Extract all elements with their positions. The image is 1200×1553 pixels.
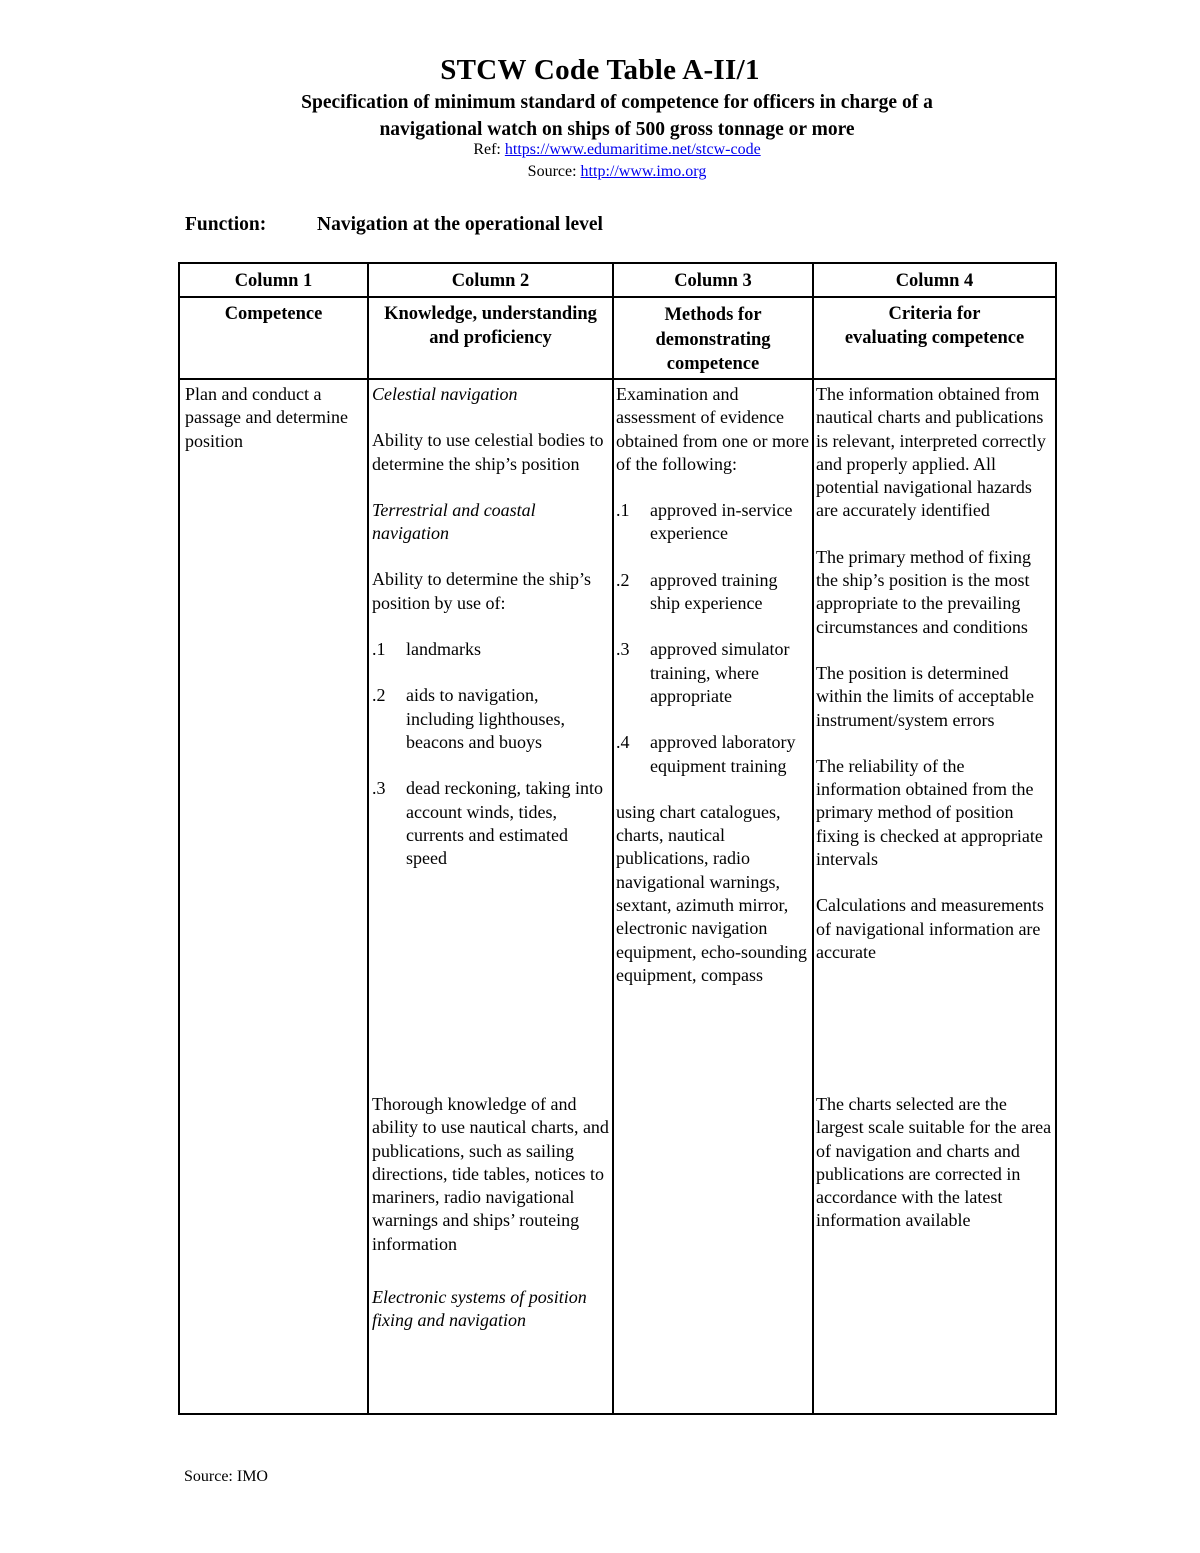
list-item [372,684,610,754]
methods-cell [616,383,810,987]
list-text: approved simulator training, where appropriate [650,639,790,706]
caption-line: competence [666,354,760,374]
list-number: .2 [616,569,630,590]
terrestrial-navigation-text: Ability to determine the ship’s position by use of: [372,569,591,613]
knowledge-cell [372,383,610,893]
charts-knowledge-text: Thorough knowledge of and ability to use nautical charts, and publications, such as sailing directions, tide tables, notices to mariners, radio navigational warnings and ships’ routeing information [372,1094,609,1254]
column-1-header: Column 1 [234,271,313,291]
column-4-caption [814,303,1055,350]
criteria-item: The primary method of fixing the ship’s position is the most appropriate to the prevailing circumstances and conditions [816,546,1031,637]
list-text: dead reckoning, taking into account winds, tides, currents and estimated speed [406,778,603,869]
list-number: .2 [372,685,386,706]
caption-line: Methods for [664,305,762,325]
column-2-caption [369,303,612,350]
criteria-cell [816,383,1053,964]
list-text: approved laboratory equipment training [650,732,796,776]
list-text: landmarks [406,639,481,660]
list-item [616,499,810,546]
column-divider [367,262,369,1415]
column-divider [812,262,814,1415]
list-number: .3 [616,639,630,660]
column-1-caption [180,303,367,327]
celestial-navigation-heading: Celestial navigation [372,384,518,404]
source-line [0,163,1200,181]
source-label: Source: [527,163,581,180]
competence-cell: Plan and conduct a passage and determine position [185,384,348,451]
caption-line: and proficiency [429,327,552,348]
row-divider [178,296,1057,298]
function-value: Navigation at the operational level [317,214,603,235]
caption-line: evaluating competence [844,327,1025,348]
list-number: .1 [616,500,630,521]
terrestrial-navigation-heading: Terrestrial and coastal navigation [372,499,536,544]
ref-label: Ref: [473,141,505,158]
column-3-caption [614,303,812,377]
criteria-item: The position is determined within the limits of acceptable instrument/system errors [816,662,1034,730]
subtitle-line-1: Specification of minimum standard of competence for officers in charge of a [301,92,933,113]
list-text: approved in-service experience [650,500,793,544]
column-2-header: Column 2 [451,271,530,291]
caption-line: Knowledge, understanding [384,304,597,324]
subtitle-line-2: navigational watch on ships of 500 gross tonnage or more [379,119,855,140]
caption-line: Criteria for [888,304,981,324]
footer-source: Source: IMO [184,1468,268,1485]
row-divider [178,378,1057,380]
function-label: Function: [185,214,267,235]
list-item [372,638,610,661]
list-item [616,638,810,708]
ref-link[interactable]: https://www.edumaritime.net/stcw-code [504,141,761,158]
caption-line: demonstrating [655,329,771,350]
methods-intro: Examination and assessment of evidence obtained from one or more of the following: [616,384,809,474]
list-item [372,777,610,870]
reference-line [0,141,1200,159]
celestial-navigation-text: Ability to use celestial bodies to determine the ship’s position [372,430,604,474]
caption-line: Competence [224,304,323,324]
list-text: aids to navigation, including lighthouses, beacons and buoys [406,685,565,752]
list-item [616,731,810,778]
criteria-item: The reliability of the information obtained from the primary method of position fixing is checked at appropriate intervals [816,755,1043,870]
charts-knowledge-cell [372,1093,610,1333]
electronic-systems-heading: Electronic systems of position fixing and navigation [372,1287,587,1331]
column-4-header: Column 4 [895,271,974,291]
list-text: approved training ship experience [650,569,778,614]
list-number: .3 [372,778,386,799]
column-divider [612,262,614,1415]
list-item [616,569,810,616]
criteria-item: The information obtained from nautical charts and publications is relevant, interpreted correctly and properly applied. All potential navigational hazards are accurately identified [816,384,1046,521]
list-number: .1 [372,639,386,660]
source-link[interactable]: http://www.imo.org [580,163,707,180]
criteria-item: Calculations and measurements of navigational information are accurate [816,895,1044,962]
column-3-header: Column 3 [674,271,752,291]
criteria-item: The charts selected are the largest scale suitable for the area of navigation and charts and publications are corrected in accordance with the latest information available [816,1094,1052,1231]
list-number: .4 [616,732,630,753]
document-title: STCW Code Table A-II/1 [440,54,760,86]
charts-criteria-cell [816,1093,1053,1233]
methods-equipment-text: using chart catalogues, charts, nautical publications, radio navigational warnings, sextant, azimuth mirror, electronic navigation equipment, echo-sounding equipment, compass [616,801,807,985]
